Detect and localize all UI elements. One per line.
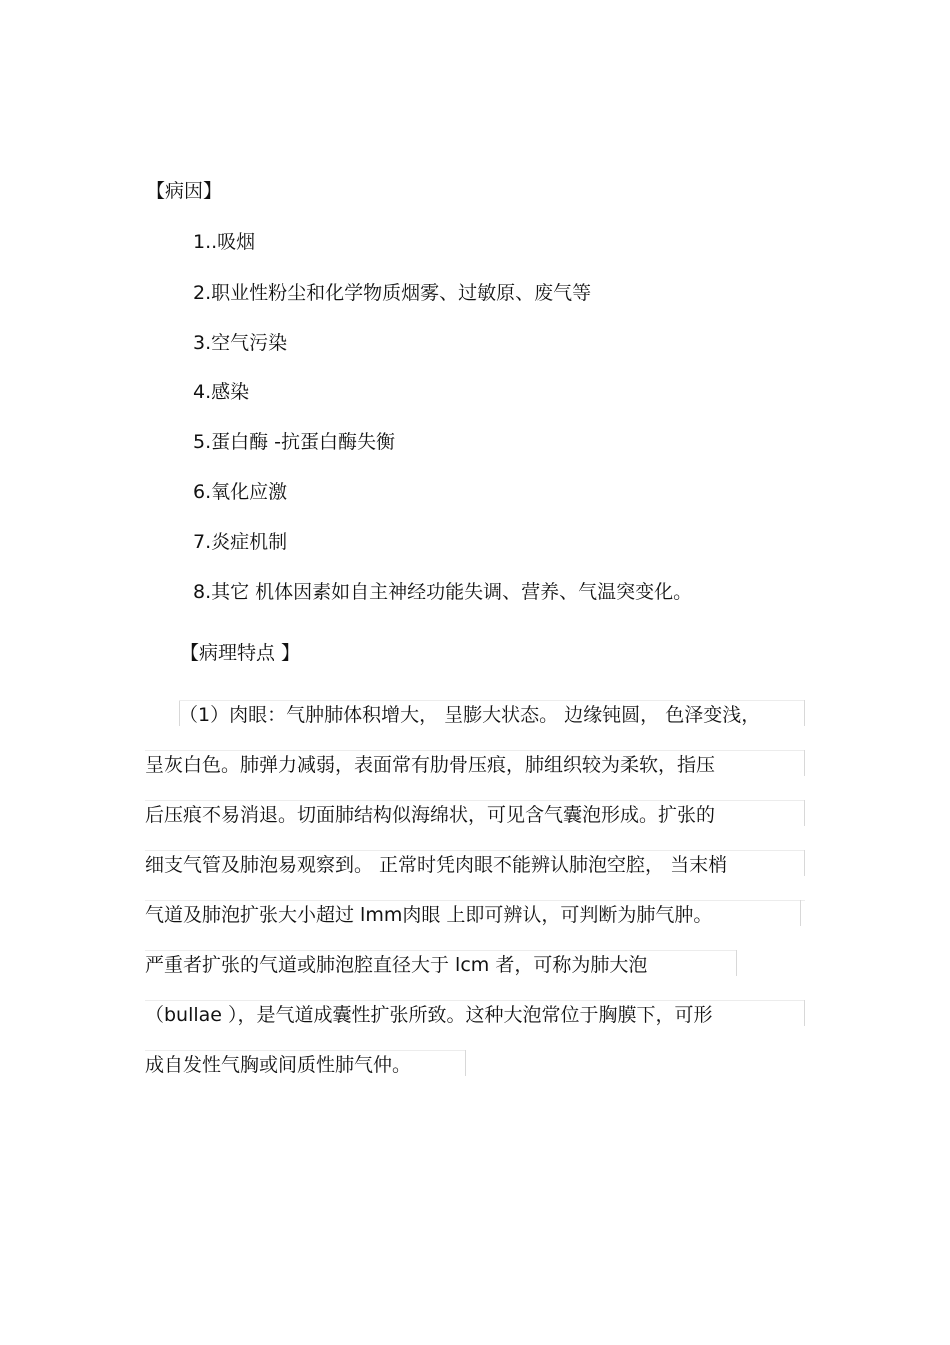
cell-border [804,850,805,876]
cell-border [465,1050,466,1076]
pathology-line-7: （bullae ），是气道成囊性扩张所致。这种大泡常位于胸膜下，可形 [145,1004,713,1026]
cell-border [145,800,805,801]
cause-item-3: 3.空气污染 [193,332,288,354]
pathology-line-2: 呈灰白色。肺弹力减弱，表面常有肋骨压痕，肺组织较为柔软，指压 [145,754,716,776]
cell-border [804,1000,805,1026]
cause-item-5: 5.蛋白酶 -抗蛋白酶失衡 [193,431,396,453]
pathology-line-3: 后压痕不易消退。切面肺结构似海绵状，可见含气囊泡形成。扩张的 [145,804,716,826]
cause-item-8: 8.其它 机体因素如自主神经功能失调、营养、气温突变化。 [193,581,693,603]
cell-border [804,800,805,826]
pathology-line-6: 严重者扩张的气道或肺泡腔直径大于 lcm 者，可称为肺大泡 [145,954,648,976]
pathology-line-8: 成自发性气胸或间质性肺气仲。 [145,1054,412,1076]
pathology-line-1: （1）肉眼：气肿肺体积增大， 呈膨大状态。 边缘钝圆， 色泽变浅， [179,704,761,726]
cell-border [736,950,737,976]
cell-border [145,1050,466,1051]
cause-item-7: 7.炎症机制 [193,531,288,553]
pathology-heading: 【病理特点 】 [180,642,301,664]
cause-item-4: 4.感染 [193,381,250,403]
cell-border [145,750,805,751]
cell-border [145,900,805,901]
cell-border [804,700,805,726]
cell-border [145,850,805,851]
cause-item-1: 1..吸烟 [193,231,256,253]
pathology-line-4: 细支气管及肺泡易观察到。 正常时凭肉眼不能辨认肺泡空腔， 当末梢 [145,854,728,876]
cell-border [145,950,737,951]
cell-border [804,750,805,776]
cause-heading: 【病因】 [146,180,223,202]
cell-border [800,900,801,926]
cause-item-2: 2.职业性粉尘和化学物质烟雾、过敏原、废气等 [193,282,592,304]
cell-border [145,1000,805,1001]
pathology-line-5: 气道及肺泡扩张大小超过 lmm肉眼 上即可辨认，可判断为肺气肿。 [145,904,713,926]
cause-item-6: 6.氧化应激 [193,481,288,503]
cell-border [179,700,805,701]
